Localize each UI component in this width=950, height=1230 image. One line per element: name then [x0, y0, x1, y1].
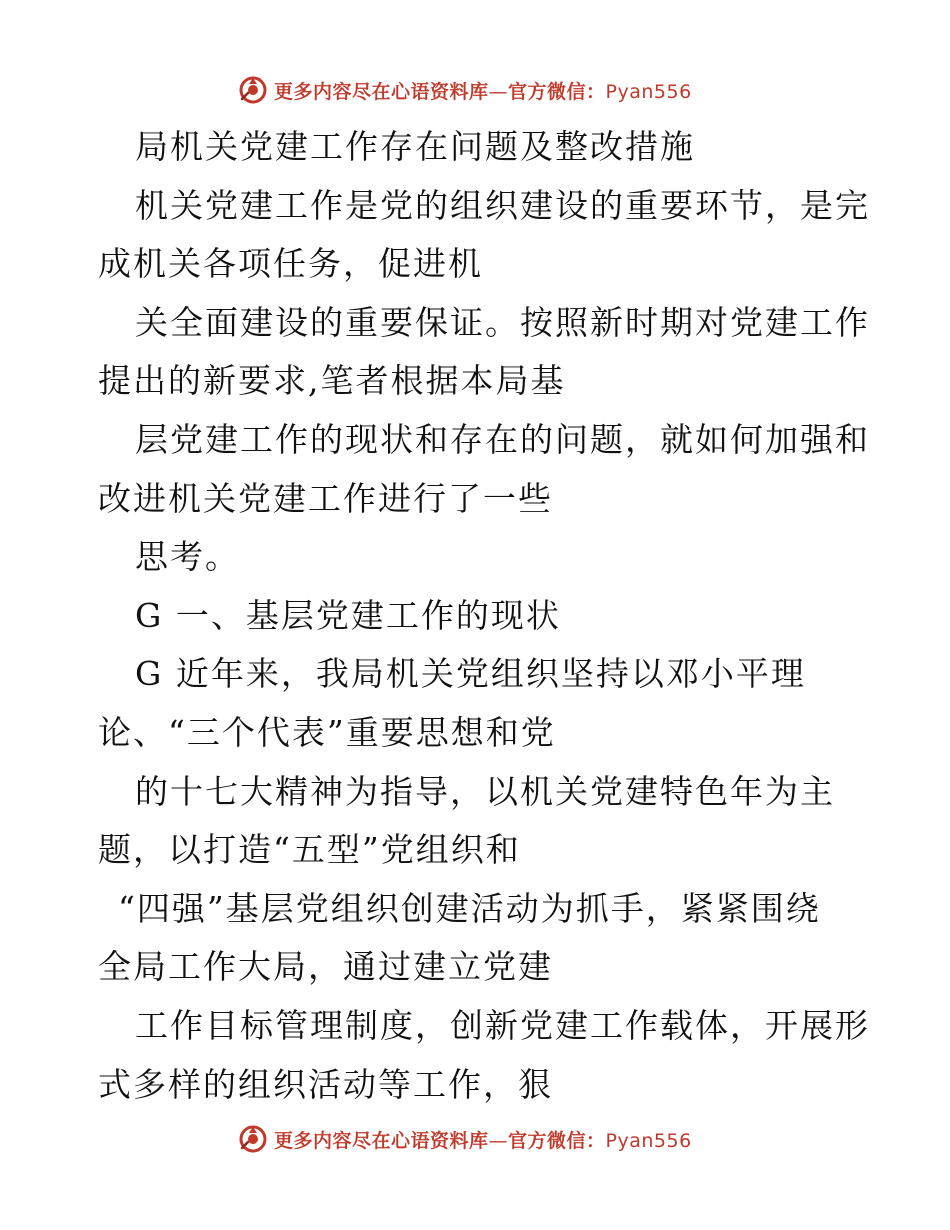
brand-logo-icon	[238, 75, 268, 105]
document-title: 局机关党建工作存在问题及整改措施	[135, 127, 695, 166]
text-line: G 近年来，我局机关党组织坚持以邓小平理	[135, 654, 806, 694]
text-line: 层党建工作的现状和存在的问题，就如何加强和	[135, 419, 870, 459]
text-line: 改进机关党建工作进行了一些	[98, 478, 553, 518]
text-line: 式多样的组织活动等工作，狠	[98, 1064, 553, 1104]
footer-banner	[238, 1121, 692, 1157]
text-line: 的十七大精神为指导，以机关党建特色年为主	[135, 771, 835, 811]
document-body	[98, 118, 868, 1114]
text-line: 机关党建工作是党的组织建设的重要环节，是完	[135, 185, 870, 225]
text-line: 工作目标管理制度，创新党建工作载体，开展形	[135, 1005, 870, 1045]
text-line: 题，以打造“五型”党组织和	[98, 830, 521, 870]
text-line: 论、“三个代表”重要思想和党	[98, 712, 556, 752]
header-banner	[238, 72, 692, 108]
text-line: 全局工作大局，通过建立党建	[98, 947, 553, 987]
section-heading: G 一、基层党建工作的现状	[135, 595, 561, 635]
footer-banner-text: 更多内容尽在心语资料库—官方微信：Pyan556	[274, 1129, 692, 1152]
text-line: 成机关各项任务，促进机	[98, 244, 483, 284]
text-line: 思考。	[135, 537, 240, 577]
brand-logo-icon	[238, 1124, 268, 1154]
text-line: 提出的新要求,笔者根据本局基	[98, 361, 566, 401]
text-line: “四强”基层党组织创建活动为抓手，紧紧围绕	[118, 888, 821, 928]
header-banner-text: 更多内容尽在心语资料库—官方微信：Pyan556	[274, 80, 692, 103]
text-line: 关全面建设的重要保证。按照新时期对党建工作	[135, 302, 870, 342]
